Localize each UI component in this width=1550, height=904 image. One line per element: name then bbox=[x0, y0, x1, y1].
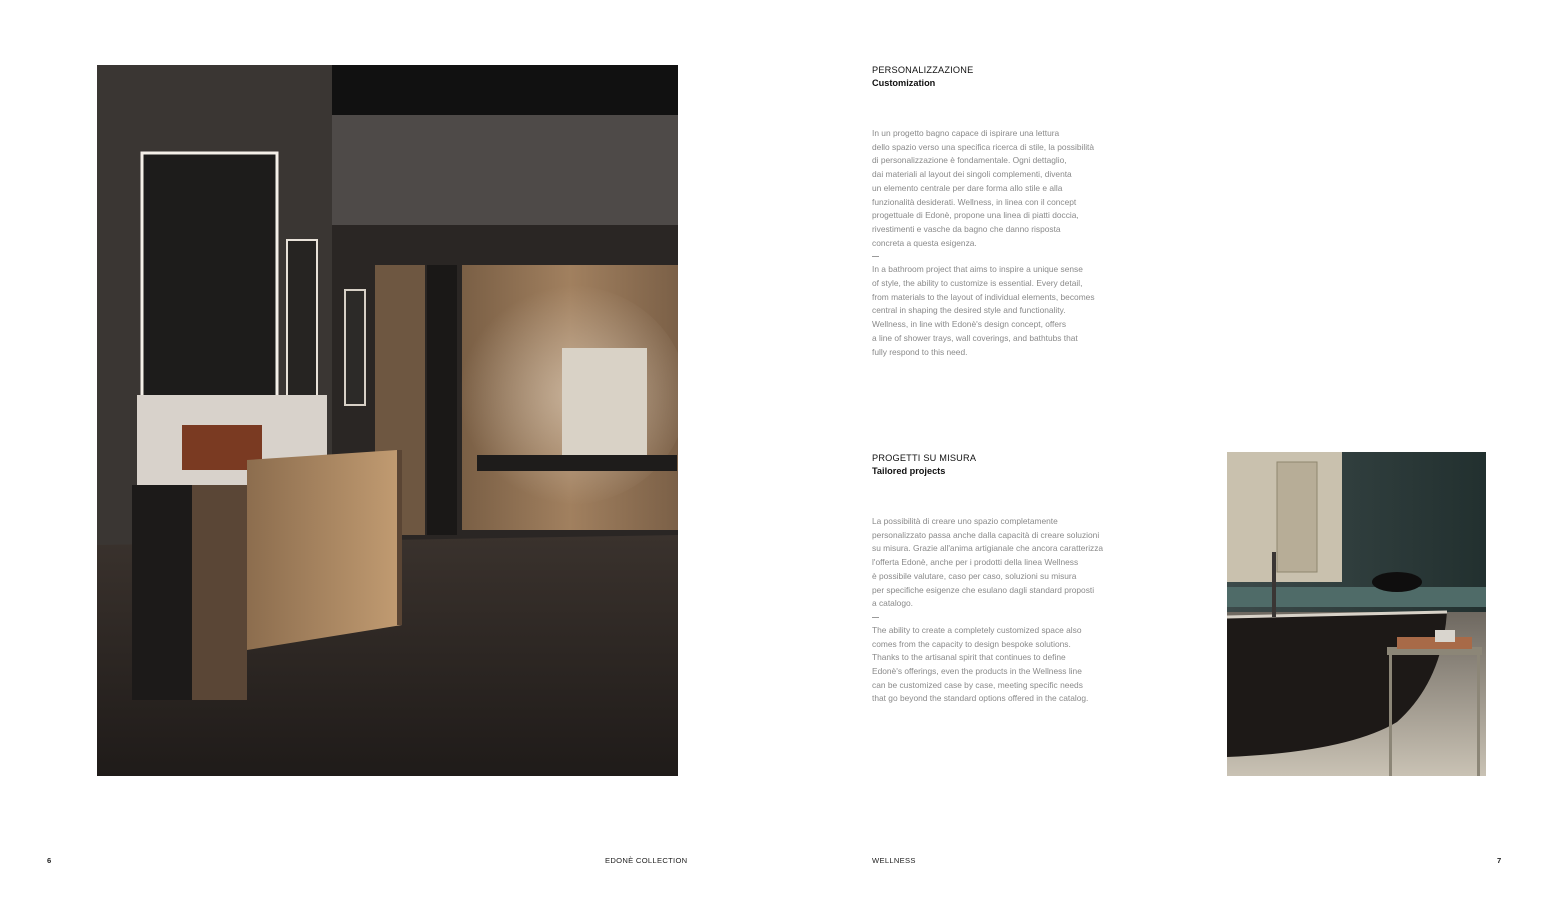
bathtub-photo bbox=[1227, 452, 1486, 776]
section-subheading: Customization bbox=[872, 78, 936, 88]
language-divider bbox=[872, 256, 879, 257]
body-text-italian: La possibilità di creare uno spazio completamente personalizzato passa anche dalla capacità di creare soluzioni su misura. Grazie all'anima artigianale che ancora caratterizza l'offerta Edonè, anche per i prodotti della linea Wellness è possibile valutare, caso per caso, soluzioni su misura per specifiche esigenze che esulano dagli standard proposti a catalogo. bbox=[872, 516, 1104, 609]
body-text-italian: In un progetto bagno capace di ispirare una lettura dello spazio verso una specifica ricerca di stile, la possibilità di personalizzazione è fondamentale. Ogni dettaglio, dai materiali al layout dei singoli complementi, diventa un elemento centrale per dare forma allo stile e alla funzionalità desiderati. Wellness, in linea con il concept progettuale di Edonè, propone una linea di piatti doccia, rivestimenti e vasche da bagno che danno risposta concreta a questa esigenza. bbox=[872, 128, 1095, 248]
bathroom-vanity-illustration bbox=[97, 65, 678, 776]
collection-footer: WELLNESS bbox=[872, 856, 916, 865]
bathroom-vanity-photo bbox=[97, 65, 678, 776]
page-number-right: 7 bbox=[1497, 856, 1502, 865]
bathtub-illustration bbox=[1227, 452, 1486, 776]
language-divider bbox=[872, 617, 879, 618]
brand-footer: EDONÈ COLLECTION bbox=[605, 856, 688, 865]
customization-section bbox=[872, 64, 1172, 359]
section-heading: PERSONALIZZAZIONE bbox=[872, 65, 974, 75]
tailored-section bbox=[872, 452, 1172, 706]
section-heading: PROGETTI SU MISURA bbox=[872, 453, 977, 463]
page-number-left: 6 bbox=[47, 856, 52, 865]
section-subheading: Tailored projects bbox=[872, 466, 946, 476]
body-text-english: The ability to create a completely customized space also comes from the capacity to design bespoke solutions. Thanks to the artisanal spirit that continues to define Edonè's offerings, even the products in the Wellness line can be customized case by case, meeting specific needs that go beyond the standard options offered in the catalog. bbox=[872, 624, 1089, 704]
body-text-english: In a bathroom project that aims to inspire a unique sense of style, the ability to customize is essential. Every detail, from materials to the layout of individual elements, becomes central in shaping the desired style and functionality. Wellness, in line with Edonè's design concept, offers a line of shower trays, wall coverings, and bathtubs that fully respond to this need. bbox=[872, 264, 1095, 357]
